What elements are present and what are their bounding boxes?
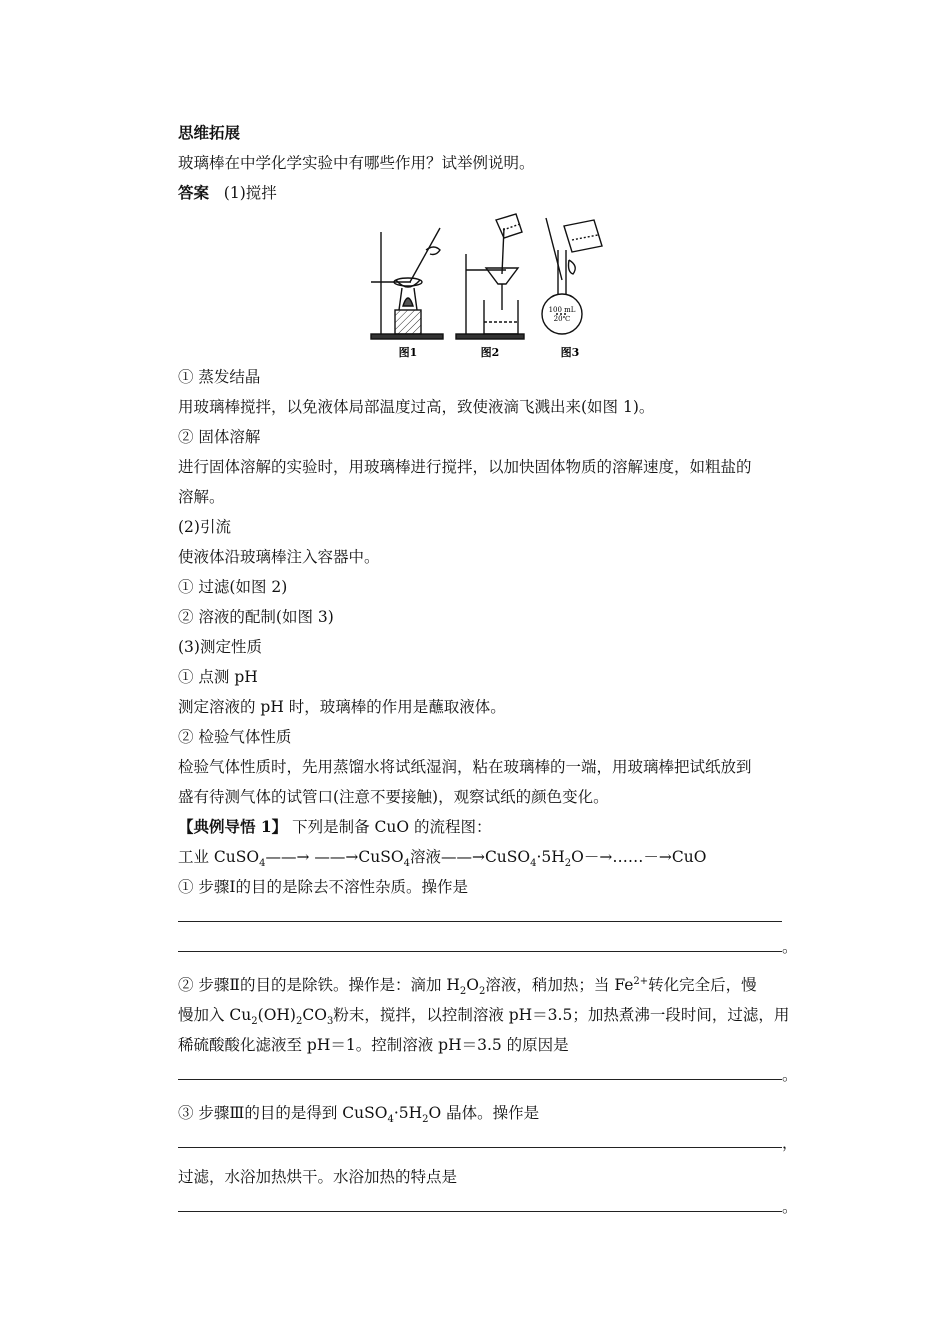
item1-title: ① 蒸发结晶 bbox=[178, 368, 261, 386]
q2-sub: 2 bbox=[479, 986, 486, 998]
flow-line bbox=[178, 842, 808, 872]
q2-sup: 2+ bbox=[633, 975, 649, 987]
answer-blank-3b[interactable] bbox=[178, 1192, 808, 1222]
part3-item1-text: 测定溶液的 pH 时，玻璃棒的作用是蘸取液体。 bbox=[178, 698, 506, 716]
q2-text: O bbox=[466, 976, 480, 994]
q2-sub: 2 bbox=[295, 1016, 303, 1028]
flow-mid2: CuSO bbox=[484, 848, 531, 866]
answer-blank-1b[interactable] bbox=[178, 932, 808, 962]
flow-mid1-tail: 溶液——→ bbox=[409, 848, 485, 866]
question2-line3: 稀硫酸酸化滤液至 pH＝1。控制溶液 pH＝3.5 的原因是 bbox=[178, 1036, 569, 1054]
answer-blank-2[interactable] bbox=[178, 1060, 808, 1090]
figure-label-2: 图2 bbox=[480, 346, 500, 359]
q3-text: ·5H bbox=[393, 1104, 423, 1122]
q3-sub: 4 bbox=[387, 1114, 394, 1126]
q3-text: O 晶体。操作是 bbox=[428, 1104, 540, 1122]
part2-title: (2)引流 bbox=[178, 518, 231, 536]
answer-label: 答案 bbox=[178, 183, 210, 202]
flow-mid1: CuSO bbox=[358, 848, 404, 866]
q2-text: 慢加入 Cu bbox=[178, 1006, 252, 1024]
part2-item2: ② 溶液的配制(如图 3) bbox=[178, 608, 334, 626]
q2-sub: 2 bbox=[459, 986, 467, 998]
part3-title: (3)测定性质 bbox=[178, 638, 262, 656]
example-label: 【典例导悟 1】 bbox=[178, 817, 288, 836]
document-page bbox=[178, 118, 808, 1222]
part3-item2-line2: 盛有待测气体的试管口(注意不要接触)，观察试纸的颜色变化。 bbox=[178, 788, 609, 806]
q3-text: ③ 步骤Ⅲ的目的是得到 CuSO bbox=[178, 1104, 388, 1122]
punct: 。 bbox=[782, 1066, 798, 1084]
answer-line bbox=[178, 178, 808, 208]
answer-blank-3a[interactable] bbox=[178, 1128, 808, 1158]
flow-mid2-tail: ·5H bbox=[536, 848, 565, 866]
q2-text: (OH) bbox=[257, 1006, 296, 1024]
flow-start: 工业 CuSO bbox=[178, 848, 260, 866]
q2-sub: 3 bbox=[326, 1016, 334, 1028]
part3-item2-line1: 检验气体性质时，先用蒸馏水将试纸湿润，粘在玻璃棒的一端，用玻璃棒把试纸放到 bbox=[178, 758, 752, 776]
q2-text: ② 步骤Ⅱ的目的是除铁。操作是：滴加 H bbox=[178, 976, 460, 994]
q2-text: 粉末，搅拌，以控制溶液 pH＝3.5；加热煮沸一段时间，过滤，用 bbox=[333, 1006, 790, 1024]
question2-line2 bbox=[178, 1000, 808, 1030]
part2-item1: ① 过滤(如图 2) bbox=[178, 578, 288, 596]
q2-sub: 2 bbox=[251, 1016, 258, 1028]
question3-line2: 过滤，水浴加热烘干。水浴加热的特点是 bbox=[178, 1168, 458, 1186]
punct: 。 bbox=[782, 938, 798, 956]
q3-sub: 2 bbox=[422, 1114, 429, 1126]
question-text: 玻璃棒在中学化学实验中有哪些作用？试举例说明。 bbox=[178, 154, 535, 172]
flow-sub: 4 bbox=[403, 858, 410, 870]
flask-temp-label: 20℃ bbox=[553, 315, 571, 323]
q2-text: CO bbox=[302, 1006, 327, 1024]
flow-arrow: ——→ ——→ bbox=[265, 848, 359, 866]
apparatus-figure bbox=[178, 210, 808, 360]
flow-sub: 4 bbox=[530, 858, 537, 870]
flask-volume-label: 100 mL bbox=[548, 306, 576, 314]
part3-item2-title: ② 检验气体性质 bbox=[178, 728, 292, 746]
item2-text-line1: 进行固体溶解的实验时，用玻璃棒进行搅拌，以加快固体物质的溶解速度，如粗盐的 bbox=[178, 458, 752, 476]
answer-blank-1a[interactable] bbox=[178, 902, 808, 932]
item1-text: 用玻璃棒搅拌，以免液体局部温度过高，致使液滴飞溅出来(如图 1)。 bbox=[178, 398, 655, 416]
part2-text: 使液体沿玻璃棒注入容器中。 bbox=[178, 548, 380, 566]
punct: ， bbox=[782, 1134, 798, 1152]
flow-sub: 4 bbox=[259, 858, 266, 870]
q2-text: 溶液，稍加热；当 Fe bbox=[485, 976, 634, 994]
punct: 。 bbox=[782, 1198, 798, 1216]
question1: ① 步骤Ⅰ的目的是除去不溶性杂质。操作是 bbox=[178, 878, 469, 896]
item2-title: ② 固体溶解 bbox=[178, 428, 261, 446]
flow-sub: 2 bbox=[564, 858, 572, 870]
figure-label-1: 图1 bbox=[398, 346, 418, 359]
example-heading bbox=[178, 812, 808, 842]
part1-title: (1)搅拌 bbox=[223, 184, 277, 202]
apparatus-illustration bbox=[366, 210, 626, 360]
part3-item1-title: ① 点测 pH bbox=[178, 668, 258, 686]
question3 bbox=[178, 1098, 808, 1128]
example-intro: 下列是制备 CuO 的流程图： bbox=[287, 818, 492, 836]
section-title: 思维拓展 bbox=[178, 123, 241, 142]
figure-label-3: 图3 bbox=[560, 346, 580, 359]
q2-text: 转化完全后，慢 bbox=[648, 976, 757, 994]
flow-end: O－→……－→CuO bbox=[571, 848, 707, 866]
item2-text-line2: 溶解。 bbox=[178, 488, 225, 506]
question2-line1 bbox=[178, 970, 808, 1000]
